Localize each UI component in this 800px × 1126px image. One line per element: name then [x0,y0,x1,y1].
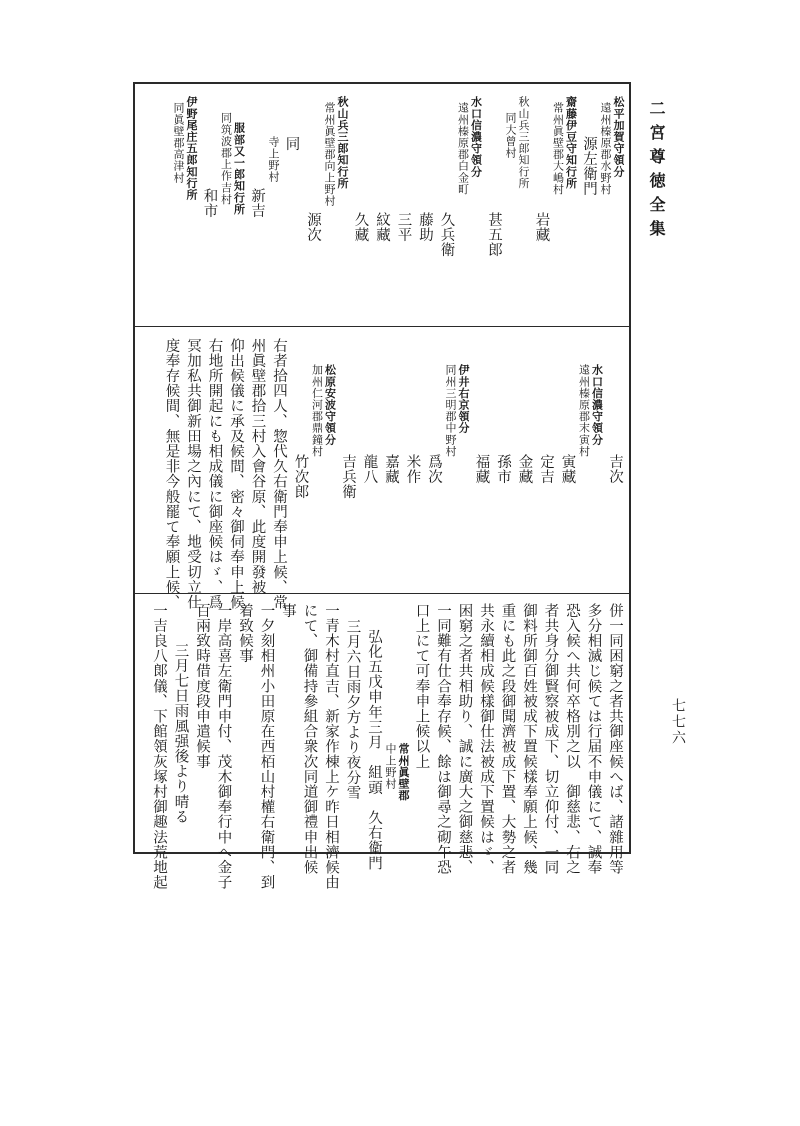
text-line: 源左衛門 [581,136,597,197]
text-line: 源次 [305,212,321,243]
text-line: 遠州榛原郡水野村 [599,102,612,195]
text-line: 同大曾村 [504,112,517,159]
text-line: 度奉存候間、無是非今般罷て奉願上候、 [163,338,180,610]
text-line: 嘉藏 [383,454,399,485]
text-line: 常州眞壁郡向上野村 [323,102,336,207]
text-line: 松平加賀守領分 [612,96,625,178]
text-line: 重にも此之段御聞濟被成下置、大勢之者 [499,603,516,875]
text-line: 恐入候へ共何卒格別之以 御慈悲、右之 [564,603,580,875]
text-line: 甚五郎 [486,212,502,258]
text-line: 常州眞壁郡 [397,743,410,801]
text-line: 齋藤伊豆守知行所 [564,96,578,189]
text-line: 百兩致時借度段申遣候事 [194,603,210,770]
section-divider [133,326,631,327]
text-line: 右地所開起にも相成儀に御座候はゞ、爲 [206,338,223,610]
text-line: 松原安波守領分 [323,364,337,446]
page-number: 七七六 [670,698,686,746]
text-line: 水口信濃守領分 [469,96,483,178]
text-line: 一同難有仕合奉存候、餘は御尋之砌午恐 [435,603,451,875]
text-line: 龍八 [361,454,378,485]
text-line: 三月七日雨風强後より晴る [172,643,189,825]
text-line: 併一同困窮之者共御座候へば、諸雜用等 [607,603,623,875]
text-line: 遠州榛原郡末寅村 [577,364,591,457]
text-line: 寺上野村 [267,136,280,183]
text-line: 弘化五戊申年三月 組頭 久右衛門 [366,629,382,871]
text-line: 三月六日雨夕方より夜分雪 [344,619,361,801]
middle-section [160,338,625,610]
text-line: 爲次 [426,454,442,485]
text-line: 中上野村 [384,743,397,790]
text-line: 和市 [201,188,218,219]
text-line: 伊井右京領分 [457,364,470,434]
text-line: 州眞壁郡拾三村入會谷原、此度開發被 [249,338,266,595]
text-line: 同眞壁郡高津村 [172,102,185,184]
text-line: 藤助 [417,212,433,243]
text-line: 水口信濃守領分 [590,364,604,446]
text-line: 定吉 [538,454,554,485]
text-line: 困窮之者共相助り、誠に廣大之御慈悲、 [456,603,473,875]
text-line: 御料所御百姓被成下置候樣奉願上候、幾 [521,603,537,875]
text-line: 福藏 [473,454,490,485]
text-line: 共永續相成候樣御仕法被成下置候はゞ、 [478,603,494,875]
text-line: 秋山兵三郎知行所 [336,96,349,189]
text-line: 多分相滅じ候ては行届不申儀にて、誠奉 [585,603,602,875]
text-line: 加州仁河郡鼎鐘村 [310,364,324,457]
text-line: 仰出候儀に承及候間、密々御伺奉申上候 [228,338,244,610]
text-line: 事 [280,603,296,619]
text-line: 岩藏 [533,212,550,243]
text-line: 同筑波郡上作吉村 [219,112,233,205]
top-section [172,96,625,316]
text-line: 同州三明郡中野村 [444,364,457,457]
text-line: 三平 [395,212,412,243]
text-line: 常州眞壁郡大嶋村 [551,102,565,195]
text-line: 一青木村直吉、新家作棟上ケ昨日相濟候由 [323,603,339,890]
running-head: 二宮尊徳全集 [647,100,666,244]
text-line: 金藏 [516,454,533,485]
text-line: 吉次 [607,454,623,485]
text-line: 新吉 [249,188,265,219]
text-line: にて、御備持參組合衆次同道御禮申出候 [301,603,318,875]
text-line: 久藏 [352,212,369,243]
text-line: 冥加私共御新田場之內にて、地受切立仕 [185,338,201,610]
text-line: 服部又一郎知行所 [232,122,246,215]
text-line: 者共身分御賢察被成下、切立仰付、一同 [542,603,559,875]
text-line: 米作 [404,454,421,485]
text-line: 伊野尾庄五郎知行所 [185,96,198,201]
text-line: 一吉良八郞儀、下館領灰塚村御趣法荒地起 [151,603,167,890]
text-line: 右者拾四人、惣代久右衛門奉申上候、常 [271,338,287,610]
text-line: 秋山兵三郎知行所 [517,96,530,189]
text-line: 久兵衛 [438,212,455,258]
text-line: 孫市 [495,454,511,485]
text-line: 一岸高喜左衛門申付、茂木御奉行中へ金子 [215,603,232,890]
text-line: 着致候事 [237,603,253,664]
text-line: 同 [283,136,300,152]
text-line: 一夕刻相州小田原在西栢山村權右衛門、到 [258,603,275,890]
text-line: 遠州榛原郡白金町 [456,102,470,195]
text-line: 吉兵衛 [340,454,356,500]
text-line: 紋藏 [374,212,390,243]
text-line: 竹次郎 [292,454,309,500]
text-line: 寅藏 [559,454,576,485]
bottom-section [148,603,626,890]
text-line: 口上にて可奉申上候以上 [413,603,430,770]
